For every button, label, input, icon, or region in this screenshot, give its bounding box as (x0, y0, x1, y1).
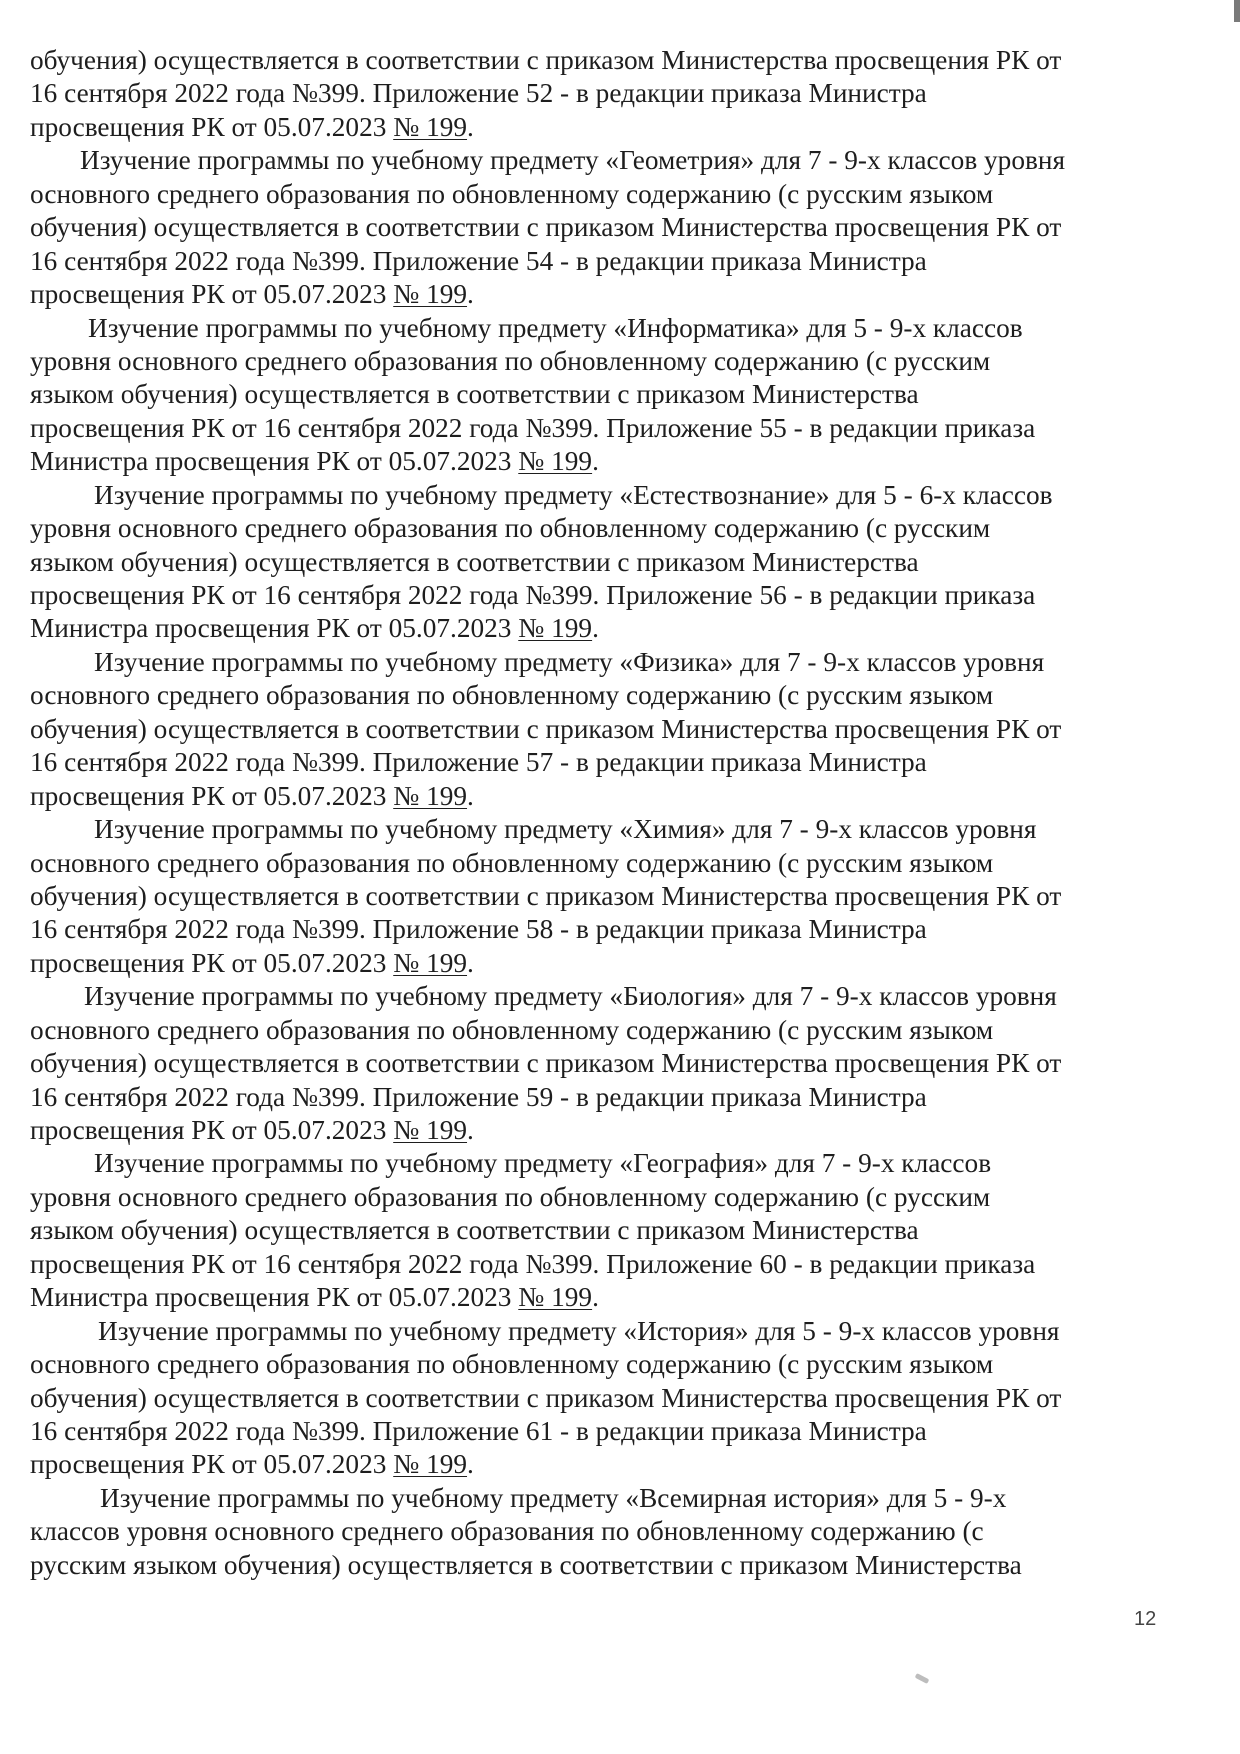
paragraph-history (30, 1315, 1140, 1482)
text-line: просвещения РК от 05.07.2023 № 199. (30, 1449, 474, 1480)
paragraph-first-line: Изучение программы по учебному предмету «География» для 7 - 9-х классов (94, 1148, 992, 1179)
paragraph-first-line: Изучение программы по учебному предмету «Физика» для 7 - 9-х классов уровня (94, 646, 1045, 677)
scan-edge-mark (1234, 0, 1240, 22)
paragraph-world-history (30, 1482, 1140, 1582)
text-line (30, 479, 1140, 512)
text-line-prefix: просвещения РК от 05.07.2023 (30, 780, 394, 811)
text-line: 16 сентября 2022 года №399. Приложение 61 - в редакции приказа Министра (30, 1415, 927, 1446)
page-number: 12 (1134, 1608, 1157, 1630)
text-line: 16 сентября 2022 года №399. Приложение 58 - в редакции приказа Министра (30, 914, 927, 945)
text-line: просвещения РК от 16 сентября 2022 года №399. Приложение 55 - в редакции приказа (30, 412, 1036, 443)
paragraph-chemistry (30, 813, 1140, 980)
text-line: Министра просвещения РК от 05.07.2023 № 199. (30, 613, 599, 644)
paragraph-geometry (30, 144, 1140, 311)
text-line: просвещения РК от 05.07.2023 № 199. (30, 1115, 474, 1145)
text-line: обучения) осуществляется в соответствии с приказом Министерства просвещения РК от (30, 1382, 1062, 1413)
text-line-prefix: просвещения РК от 05.07.2023 (30, 1115, 394, 1145)
text-line-prefix: просвещения РК от 05.07.2023 (30, 1449, 394, 1480)
text-line: обучения) осуществляется в соответствии с приказом Министерства просвещения РК от (30, 212, 1062, 243)
text-line: 16 сентября 2022 года №399. Приложение 59 - в редакции приказа Министра (30, 1081, 927, 1112)
paragraph-biology (30, 980, 1140, 1147)
text-line (30, 813, 1140, 846)
text-line-prefix: Министра просвещения РК от 05.07.2023 (30, 446, 519, 477)
text-line-prefix: Министра просвещения РК от 05.07.2023 (30, 1282, 519, 1313)
order-number-link[interactable]: № 199 (393, 279, 468, 310)
text-line: просвещения РК от 05.07.2023 № 199. (30, 111, 474, 142)
text-line: основного среднего образования по обновленному содержанию (с русским языком (30, 178, 994, 209)
document-body (30, 44, 1140, 1582)
paragraph-first-line: Изучение программы по учебному предмету «Биология» для 7 - 9-х классов уровня (84, 981, 1057, 1012)
text-line: просвещения РК от 05.07.2023 № 199. (30, 780, 474, 811)
text-line: обучения) осуществляется в соответствии с приказом Министерства просвещения РК от (30, 713, 1062, 744)
paragraph-natural-science (30, 479, 1140, 646)
text-line: обучения) осуществляется в соответствии с приказом Министерства просвещения РК от (30, 45, 1062, 75)
text-line: 16 сентября 2022 года №399. Приложение 57 - в редакции приказа Министра (30, 747, 927, 778)
text-line: основного среднего образования по обновленному содержанию (с русским языком (30, 680, 994, 711)
text-line: уровня основного среднего образования по обновленному содержанию (с русским (30, 345, 991, 376)
order-number-link[interactable]: № 199 (518, 613, 593, 644)
text-line (30, 646, 1140, 679)
paragraph-first-line: Изучение программы по учебному предмету «Естествознание» для 5 - 6-х классов (94, 479, 1053, 510)
text-line: 16 сентября 2022 года №399. Приложение 54 - в редакции приказа Министра (30, 245, 927, 276)
order-number-link[interactable]: № 199 (393, 1115, 468, 1145)
text-line-prefix: просвещения РК от 05.07.2023 (30, 279, 394, 310)
text-line: обучения) осуществляется в соответствии с приказом Министерства просвещения РК от (30, 1048, 1062, 1079)
text-line (30, 1147, 1140, 1180)
text-line (30, 1482, 1140, 1515)
text-line: уровня основного среднего образования по обновленному содержанию (с русским (30, 513, 991, 544)
order-number-link[interactable]: № 199 (393, 780, 468, 811)
paragraph-first-line: Изучение программы по учебному предмету «Всемирная история» для 5 - 9-х (100, 1482, 1007, 1513)
paragraph-geography (30, 1147, 1140, 1314)
text-line: языком обучения) осуществляется в соответствии с приказом Министерства (30, 379, 919, 410)
text-line: языком обучения) осуществляется в соответствии с приказом Министерства (30, 1215, 919, 1246)
paragraph-first-line: Изучение программы по учебному предмету «История» для 5 - 9-х классов уровня (98, 1315, 1060, 1346)
text-line: основного среднего образования по обновленному содержанию (с русским языком (30, 1014, 994, 1045)
order-number-link[interactable]: № 199 (393, 111, 468, 142)
text-line: Министра просвещения РК от 05.07.2023 № 199. (30, 1282, 599, 1313)
text-line: основного среднего образования по обновленному содержанию (с русским языком (30, 847, 994, 878)
text-line (30, 980, 1140, 1013)
paragraph-informatics (30, 312, 1140, 479)
text-line: обучения) осуществляется в соответствии с приказом Министерства просвещения РК от (30, 880, 1062, 911)
text-line: языком обучения) осуществляется в соответствии с приказом Министерства (30, 546, 919, 577)
text-line: уровня основного среднего образования по обновленному содержанию (с русским (30, 1181, 991, 1212)
order-number-link[interactable]: № 199 (393, 1449, 468, 1480)
top-fragment-paragraph (30, 44, 1140, 144)
text-line: Министра просвещения РК от 05.07.2023 № 199. (30, 446, 599, 477)
text-line: просвещения РК от 16 сентября 2022 года №399. Приложение 56 - в редакции приказа (30, 580, 1036, 610)
text-line (30, 312, 1140, 345)
text-line: 16 сентября 2022 года №399. Приложение 52 - в редакции приказа Министра (30, 78, 927, 109)
order-number-link[interactable]: № 199 (518, 446, 593, 477)
paragraph-first-line: Изучение программы по учебному предмету «Химия» для 7 - 9-х классов уровня (94, 814, 1037, 845)
text-line-prefix: просвещения РК от 05.07.2023 (30, 111, 394, 142)
text-line: основного среднего образования по обновленному содержанию (с русским языком (30, 1349, 994, 1380)
text-line: просвещения РК от 05.07.2023 № 199. (30, 947, 474, 978)
order-number-link[interactable]: № 199 (393, 947, 468, 978)
text-line (30, 1315, 1140, 1348)
paragraph-first-line: Изучение программы по учебному предмету «Информатика» для 5 - 9-х классов (88, 312, 1023, 343)
paragraph-first-line: Изучение программы по учебному предмету «Геометрия» для 7 - 9-х классов уровня (80, 145, 1066, 176)
order-number-link[interactable]: № 199 (518, 1282, 593, 1313)
scan-artifact-mark (915, 1673, 930, 1684)
text-line-prefix: Министра просвещения РК от 05.07.2023 (30, 613, 519, 644)
text-line: просвещения РК от 16 сентября 2022 года №399. Приложение 60 - в редакции приказа (30, 1248, 1036, 1279)
text-line: просвещения РК от 05.07.2023 № 199. (30, 279, 474, 310)
text-line: русским языком обучения) осуществляется в соответствии с приказом Министерства (30, 1549, 1022, 1580)
text-line-prefix: просвещения РК от 05.07.2023 (30, 947, 394, 978)
paragraph-physics (30, 646, 1140, 813)
text-line: классов уровня основного среднего образования по обновленному содержанию (с (30, 1516, 984, 1547)
text-line (30, 144, 1140, 177)
